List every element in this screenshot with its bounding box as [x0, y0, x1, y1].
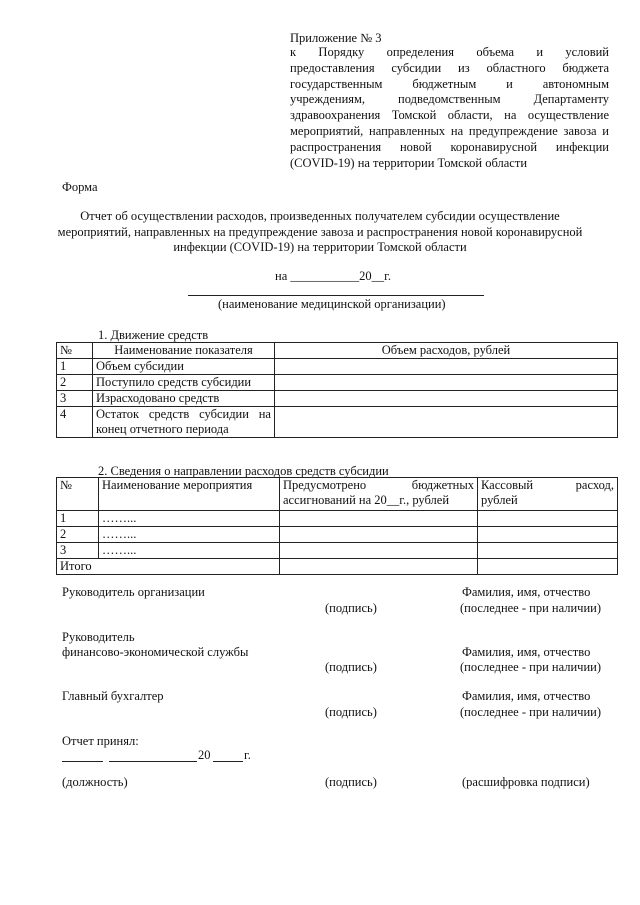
- section1-heading: 1. Движение средств: [98, 328, 209, 342]
- appendix-text: [290, 45, 609, 171]
- total-cash-cell[interactable]: [478, 559, 618, 575]
- column-header-planned-line: ассигнований на 20__г., рублей: [283, 493, 450, 507]
- signatory-accountant-label: Главный бухгалтер: [62, 689, 164, 703]
- column-header-cash-line: Кассовый расход,: [481, 478, 614, 492]
- full-name-note: (последнее - при наличии): [460, 660, 601, 674]
- signature-label: (подпись): [325, 705, 377, 719]
- column-header-cash-line: рублей: [481, 493, 518, 507]
- organization-name-caption: (наименование медицинской организации): [218, 297, 446, 311]
- row-num: 2: [57, 527, 99, 543]
- accepted-label: Отчет принял:: [62, 734, 139, 748]
- signature-decoding-label: (расшифровка подписи): [462, 775, 590, 789]
- accepted-year-prefix: 20: [198, 748, 211, 762]
- row-name: Объем субсидии: [93, 359, 275, 375]
- row-num: 3: [57, 543, 99, 559]
- full-name-label: Фамилия, имя, отчество: [462, 645, 591, 659]
- total-label: Итого: [57, 559, 280, 575]
- accepted-year-suffix: г.: [244, 748, 251, 762]
- total-row: [57, 559, 618, 575]
- table-header-row: [57, 343, 618, 359]
- table-header-row: [57, 478, 618, 511]
- row-planned-cell[interactable]: [280, 527, 478, 543]
- signatory-head-label: Руководитель организации: [62, 585, 205, 599]
- table-row: [57, 527, 618, 543]
- organization-name-field[interactable]: [188, 295, 484, 296]
- row-name: ……...: [99, 527, 280, 543]
- column-header-planned: [280, 478, 478, 511]
- position-label: (должность): [62, 775, 128, 789]
- report-date-line: на ___________20__г.: [275, 269, 391, 283]
- column-header-num: №: [57, 343, 93, 359]
- report-title: [20, 209, 620, 256]
- row-num: 3: [57, 391, 93, 407]
- appendix-line: здравоохранения Томской области, на осуществление: [290, 108, 609, 123]
- expense-directions-table: [56, 477, 618, 575]
- table-row: [57, 511, 618, 527]
- table-row: [57, 375, 618, 391]
- row-name: ……...: [99, 511, 280, 527]
- column-header-num: №: [57, 478, 99, 511]
- row-value-cell[interactable]: [275, 375, 618, 391]
- row-name: [93, 407, 275, 438]
- signatory-finance-label-line2: финансово-экономической службы: [62, 645, 249, 659]
- table-row: [57, 359, 618, 375]
- column-header-planned-line: Предусмотрено бюджетных: [283, 478, 474, 492]
- row-value-cell[interactable]: [275, 391, 618, 407]
- row-name-line: конец отчетного периода: [96, 422, 229, 436]
- report-title-line: мероприятий, направленных на предупреждение завоза и распространения новой коронавирусной: [57, 224, 583, 239]
- signature-label: (подпись): [325, 601, 377, 615]
- row-num: 1: [57, 359, 93, 375]
- appendix-line: государственным бюджетным и автономным: [290, 76, 609, 91]
- accepted-year-field[interactable]: [213, 761, 243, 762]
- full-name-note: (последнее - при наличии): [460, 601, 601, 615]
- column-header-cash: [478, 478, 618, 511]
- row-name: Израсходовано средств: [93, 391, 275, 407]
- signature-label: (подпись): [325, 775, 377, 789]
- funds-movement-table: [56, 342, 618, 438]
- row-name-line: Остаток средств субсидии на: [96, 407, 271, 421]
- full-name-label: Фамилия, имя, отчество: [462, 689, 591, 703]
- full-name-label: Фамилия, имя, отчество: [462, 585, 591, 599]
- report-title-line: Отчет об осуществлении расходов, произведенных получателем субсидии осуществление: [80, 209, 560, 223]
- appendix-line: мероприятий, направленных на предупреждение завоза и: [290, 123, 609, 138]
- form-label: Форма: [62, 180, 98, 194]
- row-num: 1: [57, 511, 99, 527]
- row-name: Поступило средств субсидии: [93, 375, 275, 391]
- appendix-title: Приложение № 3: [290, 31, 382, 45]
- column-header-expenses: Объем расходов, рублей: [275, 343, 618, 359]
- appendix-line: (COVID-19) на территории Томской области: [290, 155, 528, 170]
- appendix-line: предоставления субсидии из областного бюджета: [290, 60, 609, 75]
- full-name-note: (последнее - при наличии): [460, 705, 601, 719]
- signatory-finance-label: Руководитель: [62, 630, 135, 644]
- total-planned-cell[interactable]: [280, 559, 478, 575]
- row-num: 4: [57, 407, 93, 438]
- row-planned-cell[interactable]: [280, 511, 478, 527]
- column-header-activity: Наименование мероприятия: [99, 478, 280, 511]
- table-row: [57, 543, 618, 559]
- accepted-month-field[interactable]: [109, 761, 197, 762]
- appendix-line: к Порядку определения объема и условий: [290, 45, 609, 59]
- row-value-cell[interactable]: [275, 407, 618, 438]
- appendix-line: учреждениям, подведомственным Департаменту: [290, 92, 609, 107]
- row-planned-cell[interactable]: [280, 543, 478, 559]
- signature-label: (подпись): [325, 660, 377, 674]
- column-header-indicator: Наименование показателя: [93, 343, 275, 359]
- section2-heading: 2. Сведения о направлении расходов средств субсидии: [98, 464, 389, 478]
- table-row: [57, 407, 618, 438]
- accepted-day-field[interactable]: [62, 761, 103, 762]
- row-name: ……...: [99, 543, 280, 559]
- row-num: 2: [57, 375, 93, 391]
- report-title-line: инфекции (COVID-19) на территории Томской области: [173, 240, 467, 254]
- appendix-line: распространения новой коронавирусной инфекции: [290, 139, 609, 154]
- table-row: [57, 391, 618, 407]
- row-cash-cell[interactable]: [478, 511, 618, 527]
- row-cash-cell[interactable]: [478, 527, 618, 543]
- row-value-cell[interactable]: [275, 359, 618, 375]
- row-cash-cell[interactable]: [478, 543, 618, 559]
